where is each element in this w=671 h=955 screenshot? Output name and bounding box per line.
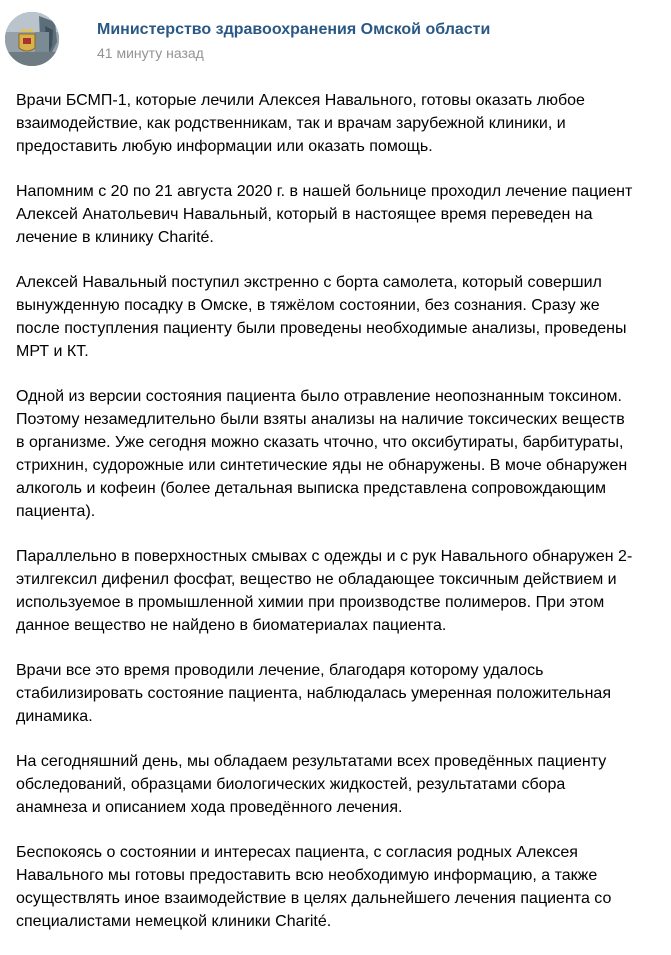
- text-line: вынужденную посадку в Омске, в тяжёлом состоянии, без сознания. Сразу же: [16, 297, 600, 314]
- text-line: обследований, образцами биологических жидкостей, результатами сбора: [16, 776, 566, 793]
- text-line: после поступления пациенту были проведены необходимые анализы, проведены: [16, 320, 627, 337]
- text-line: Врачи все это время проводили лечение, благодаря которому удалось: [16, 662, 544, 679]
- text-line: МРТ и КТ.: [16, 343, 89, 360]
- post-paragraph: [16, 659, 666, 728]
- post-paragraph: [16, 750, 666, 819]
- post-paragraph: [16, 180, 666, 249]
- coat-of-arms-icon: [5, 12, 59, 66]
- text-line: Врачи БСМП-1, которые лечили Алексея Навального, готовы оказать любое: [16, 92, 585, 109]
- text-line: Алексей Навальный поступил экстренно с борта самолета, который совершил: [16, 274, 602, 291]
- text-line: Параллельно в поверхностных смывах с одежды и с рук Навального обнаружен 2-: [16, 548, 633, 565]
- post-paragraph: [16, 841, 666, 933]
- text-line: анамнеза и описанием хода проведённого лечения.: [16, 799, 403, 816]
- avatar[interactable]: [5, 12, 59, 66]
- post-paragraph: [16, 271, 666, 363]
- author-name-link[interactable]: Министерство здравоохранения Омской области: [97, 21, 491, 38]
- text-line: стабилизировать состояние пациента, наблюдалась умеренная положительная: [16, 685, 611, 702]
- post-text: [16, 89, 666, 955]
- text-line: этилгексил дифенил фосфат, вещество не обладающее токсичным действием и: [16, 571, 617, 588]
- text-line: данное вещество не найдено в биоматериалах пациента.: [16, 617, 447, 634]
- text-line: пациента).: [16, 503, 96, 520]
- text-line: Навального мы готовы предоставить всю необходимую информацию, а также: [16, 867, 598, 884]
- post-header: [0, 0, 671, 72]
- post-paragraph: [16, 385, 666, 523]
- text-line: используемое в промышленной химии при производстве полимеров. При этом: [16, 594, 605, 611]
- text-line: стрихнин, судорожные или синтетические яды не обнаружены. В моче обнаружен: [16, 457, 628, 474]
- post-paragraph: [16, 89, 666, 158]
- text-line: Поэтому незамедлительно были взяты анализы на наличие токсических веществ: [16, 411, 625, 428]
- text-line: лечение в клинику Charité.: [16, 229, 214, 246]
- text-line: в организме. Уже сегодня можно сказать чточно, что оксибутираты, барбитураты,: [16, 434, 624, 451]
- post-timestamp[interactable]: 41 минуту назад: [97, 45, 204, 61]
- text-line: Беспокоясь о состоянии и интересах пациента, с согласия родных Алексея: [16, 844, 578, 861]
- text-line: Алексей Анатольевич Навальный, который в настоящее время переведен на: [16, 206, 593, 223]
- text-line: предоставить любую информации или оказать помощь.: [16, 138, 433, 155]
- text-line: взаимодействие, как родственникам, так и врачам зарубежной клиники, и: [16, 115, 566, 132]
- text-line: осуществлять иное взаимодействие в целях дальнейшего лечения пациента со: [16, 890, 612, 907]
- text-line: алкоголь и кофеин (более детальная выписка представлена сопровождающим: [16, 480, 607, 497]
- text-line: На сегодняшний день, мы обладаем результатами всех проведённых пациенту: [16, 753, 607, 770]
- text-line: Напомним с 20 по 21 августа 2020 г. в нашей больнице проходил лечение пациент: [16, 183, 633, 200]
- text-line: динамика.: [16, 708, 93, 725]
- text-line: Одной из версии состояния пациента было отравление неопознанным токсином.: [16, 388, 622, 405]
- text-line: специалистами немецкой клиники Charité.: [16, 913, 332, 930]
- post-paragraph: [16, 545, 666, 637]
